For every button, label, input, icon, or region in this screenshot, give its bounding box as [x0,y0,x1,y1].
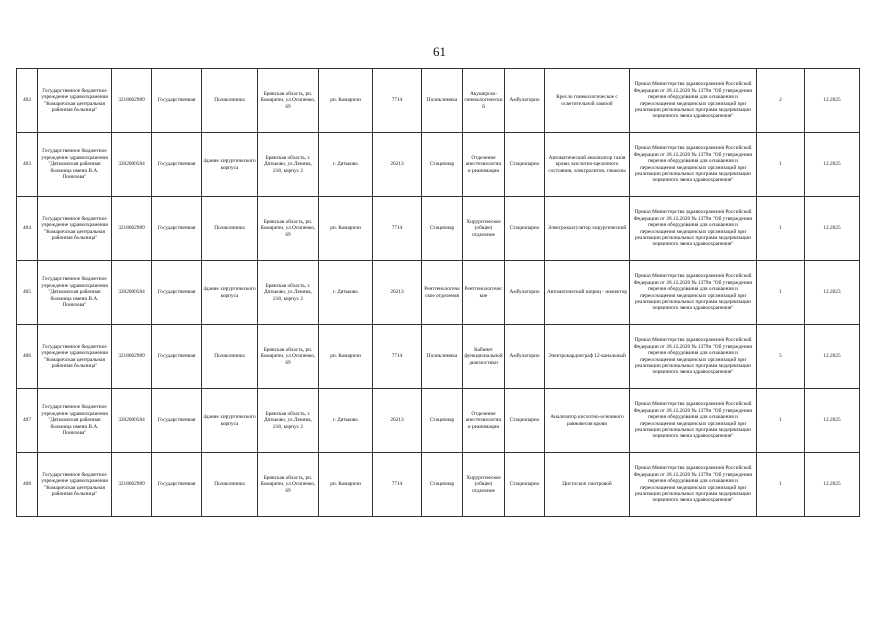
cell-building: Поликлиника [202,197,258,261]
cell-date: 12.2025 [805,197,860,261]
cell-date: 12.2023 [805,261,860,325]
cell-equipment: Кресло гинекологическое с осветительной лампой [545,69,630,133]
table-row [17,261,860,325]
table-row [17,325,860,389]
cell-qty: 1 [757,453,805,517]
cell-date: 12.2025 [805,389,860,453]
cell-building: Поликлиника [202,453,258,517]
table-row [17,197,860,261]
cell-code: 26213 [373,389,422,453]
cell-address: Брянская область, г. Дятьково, ул.Ленина, 218, корпус 2 [258,389,319,453]
cell-department: Хирургическое (общее) отделение [463,453,505,517]
cell-org: Государственное бюджетное учреждение здравоохранения "Дятьковская районная больница имени В.А. Понизова" [38,133,112,197]
cell-subdivision: Стационар [422,389,463,453]
cell-building: Здание хирургического корпуса [202,389,258,453]
cell-code: 7714 [373,453,422,517]
equipment-registry-table [16,68,860,517]
cell-qty: 5 [757,325,805,389]
cell-basis: Приказ Министерства здравоохранения Российской Федерации от 28.12.2020 № 1379н "Об утверждении перечня оборудования для оснащения и переоснащения медицинских организаций при реализации региональных программ модернизации первичного звена здравоохранения" [630,325,757,389]
cell-org: Государственное бюджетное учреждение здравоохранения "Комаричская центральная районная больница" [38,453,112,517]
cell-care: Амбулаторно [505,325,545,389]
cell-care: Амбулаторно [505,261,545,325]
cell-building: Поликлиника [202,69,258,133]
cell-equipment: Электрокардиограф 12-канальный [545,325,630,389]
cell-qty: 1 [757,133,805,197]
cell-inn: 3202000584 [112,389,152,453]
cell-org: Государственное бюджетное учреждение здравоохранения "Комаричская центральная районная больница" [38,197,112,261]
cell-care: Стационарно [505,389,545,453]
cell-ownership: Государственная [152,69,202,133]
cell-equipment: Автоматический шприц - инжектор [545,261,630,325]
cell-basis: Приказ Министерства здравоохранения Российской Федерации от 28.12.2020 № 1379н "Об утверждении перечня оборудования для оснащения и переоснащения медицинских организаций при реализации региональных программ модернизации первичного звена здравоохранения" [630,69,757,133]
cell-code: 7714 [373,197,422,261]
cell-care: Амбулаторно [505,69,545,133]
cell-num: 403 [17,133,38,197]
cell-subdivision: Стационар [422,197,463,261]
cell-equipment: Автоматический анализатор газов крови, кислотно-щелочного состояния, электролитов, глюкозы [545,133,630,197]
cell-num: 408 [17,453,38,517]
cell-subdivision: Поликлиника [422,325,463,389]
cell-date: 12.2025 [805,69,860,133]
cell-ownership: Государственная [152,197,202,261]
cell-num: 406 [17,325,38,389]
cell-inn: 3218002989 [112,325,152,389]
cell-qty: 1 [757,389,805,453]
cell-date: 12.2025 [805,325,860,389]
cell-org: Государственное бюджетное учреждение здравоохранения "Дятьковская районная больница имени В.А. Понизова" [38,389,112,453]
cell-ownership: Государственная [152,453,202,517]
table-row [17,69,860,133]
cell-code: 26213 [373,261,422,325]
cell-locality: рп. Комаричи [319,453,373,517]
cell-ownership: Государственная [152,261,202,325]
cell-inn: 3202000584 [112,261,152,325]
cell-inn: 3218002989 [112,197,152,261]
cell-address: Брянская область, рп. Комаричи, ул.Осипенко, 69 [258,325,319,389]
cell-address: Брянская область, г. Дятьково, ул.Ленина, 218, корпус 2 [258,133,319,197]
cell-code: 26213 [373,133,422,197]
cell-locality: г. Дятьково [319,133,373,197]
cell-qty: 1 [757,197,805,261]
cell-department: Отделение анестезиологии и реанимации [463,389,505,453]
page-number: 61 [433,44,446,59]
cell-care: Стационарно [505,133,545,197]
cell-department: Хирургическое (общее) отделение [463,197,505,261]
cell-building: Поликлиника [202,325,258,389]
cell-equipment: Цистоскоп смотровой [545,453,630,517]
table-row [17,389,860,453]
cell-address: Брянская область, рп. Комаричи, ул.Осипенко, 69 [258,69,319,133]
cell-department: Отделение анестезиологии и реанимации [463,133,505,197]
cell-org: Государственное бюджетное учреждение здравоохранения "Дятьковская районная больница имени В.А. Понизова" [38,261,112,325]
cell-basis: Приказ Министерства здравоохранения Российской Федерации от 28.12.2020 № 1379н "Об утверждении перечня оборудования для оснащения и переоснащения медицинских организаций при реализации региональных программ модернизации первичного звена здравоохранения" [630,389,757,453]
cell-building: Здание хирургического корпуса [202,261,258,325]
cell-subdivision: Рентгенологическое отделения [422,261,463,325]
cell-basis: Приказ Министерства здравоохранения Российской Федерации от 28.12.2020 № 1379н "Об утверждении перечня оборудования для оснащения и переоснащения медицинских организаций при реализации региональных программ модернизации первичного звена здравоохранения" [630,133,757,197]
cell-department: Акушерско-гинекологический [463,69,505,133]
cell-ownership: Государственная [152,133,202,197]
cell-ownership: Государственная [152,389,202,453]
cell-num: 402 [17,69,38,133]
cell-address: Брянская область, рп. Комаричи, ул.Осипенко, 69 [258,197,319,261]
cell-code: 7714 [373,69,422,133]
cell-locality: рп. Комаричи [319,325,373,389]
table-row [17,453,860,517]
cell-subdivision: Стационар [422,453,463,517]
cell-address: Брянская область, рп. Комаричи, ул.Осипенко, 69 [258,453,319,517]
cell-inn: 3218002989 [112,69,152,133]
cell-basis: Приказ Министерства здравоохранения Российской Федерации от 28.12.2020 № 1379н "Об утверждении перечня оборудования для оснащения и переоснащения медицинских организаций при реализации региональных программ модернизации первичного звена здравоохранения" [630,197,757,261]
cell-qty: 2 [757,69,805,133]
cell-department: Рентгенологические [463,261,505,325]
cell-basis: Приказ Министерства здравоохранения Российской Федерации от 28.12.2020 № 1379н "Об утверждении перечня оборудования для оснащения и переоснащения медицинских организаций при реализации региональных программ модернизации первичного звена здравоохранения" [630,453,757,517]
table-row [17,133,860,197]
cell-subdivision: Поликлиника [422,69,463,133]
cell-date: 12.2025 [805,453,860,517]
cell-date: 12.2025 [805,133,860,197]
cell-ownership: Государственная [152,325,202,389]
cell-building: Здание хирургического корпуса [202,133,258,197]
cell-care: Стационарно [505,197,545,261]
cell-num: 405 [17,261,38,325]
cell-locality: г. Дятьково [319,261,373,325]
cell-department: Кабинет функциональной диагностики [463,325,505,389]
cell-basis: Приказ Министерства здравоохранения Российской Федерации от 28.12.2020 № 1379н "Об утверждении перечня оборудования для оснащения и переоснащения медицинских организаций при реализации региональных программ модернизации первичного звена здравоохранения" [630,261,757,325]
cell-qty: 1 [757,261,805,325]
cell-locality: г. Дятьково [319,389,373,453]
cell-num: 404 [17,197,38,261]
cell-subdivision: Стационар [422,133,463,197]
cell-org: Государственное бюджетное учреждение здравоохранения "Комаричская центральная районная больница" [38,69,112,133]
cell-num: 407 [17,389,38,453]
cell-equipment: Анализатор кислотно-основного равновесия крови [545,389,630,453]
cell-code: 7714 [373,325,422,389]
cell-care: Стационарно [505,453,545,517]
cell-address: Брянская область, г. Дятьково, ул.Ленина, 218, корпус 2 [258,261,319,325]
cell-org: Государственное бюджетное учреждение здравоохранения "Комаричская центральная районная больница" [38,325,112,389]
cell-inn: 3202000584 [112,133,152,197]
cell-equipment: Электрокоагулятор хирургический [545,197,630,261]
cell-locality: рп. Комаричи [319,197,373,261]
cell-inn: 3218002989 [112,453,152,517]
cell-locality: рп. Комаричи [319,69,373,133]
